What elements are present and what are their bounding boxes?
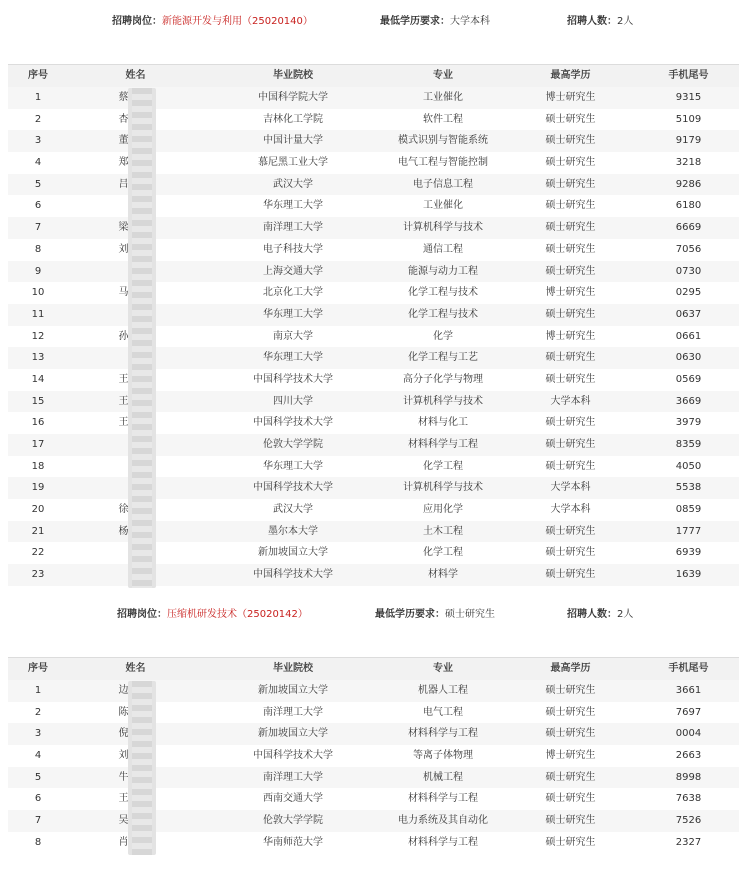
- cell-degree: 大学本科: [550, 504, 591, 516]
- cell-phone: 7697: [675, 706, 702, 718]
- cell-phone: 5538: [675, 482, 702, 494]
- cell-degree: 硕士研究生: [545, 728, 596, 740]
- cell-no: 5: [34, 178, 42, 190]
- cell-phone: 2663: [675, 750, 702, 762]
- cell-no: 20: [31, 504, 45, 516]
- cell-degree: 硕士研究生: [545, 352, 596, 364]
- table-row: [8, 456, 739, 478]
- table-row: [8, 282, 739, 304]
- table-row: [8, 412, 739, 434]
- cell-phone: 5109: [675, 113, 702, 125]
- cell-major: 工业催化: [423, 92, 463, 103]
- cell-no: 21: [31, 525, 45, 537]
- position-info: 招聘岗位：压缩机研发技术（25020142）: [117, 609, 308, 620]
- cell-degree: 硕士研究生: [545, 685, 596, 696]
- candidate-table: [8, 657, 739, 854]
- column-header: 最高学历: [550, 663, 591, 674]
- cell-school: 华东理工大学: [263, 308, 323, 320]
- cell-school: 南洋理工大学: [263, 222, 323, 234]
- cell-school: 华东理工大学: [263, 352, 323, 364]
- cell-degree: 硕士研究生: [545, 569, 596, 581]
- column-header: 专业: [433, 663, 453, 674]
- candidate-name: 倪: [118, 728, 129, 740]
- candidate-name: 肖: [118, 836, 129, 848]
- cell-phone: 7056: [675, 243, 702, 255]
- cell-degree: 硕士研究生: [545, 135, 596, 147]
- cell-school: 南洋理工大学: [263, 706, 323, 718]
- cell-degree: 硕士研究生: [545, 793, 596, 805]
- cell-school: 新加坡国立大学: [258, 728, 328, 740]
- cell-no: 7: [34, 815, 42, 827]
- cell-degree: 硕士研究生: [545, 373, 596, 385]
- table-header: [8, 65, 739, 87]
- table-row: [8, 239, 739, 261]
- cell-no: 1: [34, 92, 42, 103]
- name-redaction: [128, 681, 156, 855]
- table-header: [8, 658, 739, 680]
- column-header: 序号: [28, 663, 48, 674]
- cell-school: 墨尔本大学: [268, 525, 318, 537]
- cell-major: 电气工程: [423, 706, 463, 718]
- column-header: 手机尾号: [668, 663, 709, 674]
- cell-phone: 3669: [675, 395, 702, 407]
- cell-no: 2: [34, 706, 42, 718]
- cell-degree: 硕士研究生: [545, 265, 596, 277]
- candidate-name: 王: [118, 417, 129, 429]
- table-row: [8, 564, 739, 586]
- cell-degree: 硕士研究生: [545, 157, 596, 169]
- cell-major: 材料学: [428, 569, 458, 581]
- position-title: 新能源开发与利用（25020140）: [162, 16, 313, 27]
- table-row: [8, 391, 739, 413]
- table-row: [8, 521, 739, 543]
- column-header: 毕业院校: [273, 663, 313, 674]
- cell-no: 3: [34, 728, 42, 740]
- position-header: [0, 605, 753, 625]
- column-header: 手机尾号: [668, 70, 709, 81]
- table-row: [8, 261, 739, 283]
- table-row: [8, 347, 739, 369]
- table-row: [8, 723, 739, 745]
- column-header: 毕业院校: [273, 70, 313, 81]
- cell-degree: 硕士研究生: [545, 525, 596, 537]
- cell-phone: 6939: [675, 547, 702, 559]
- cell-school: 华南师范大学: [263, 836, 323, 848]
- cell-school: 华东理工大学: [263, 460, 323, 472]
- cell-school: 慕尼黑工业大学: [258, 157, 328, 169]
- cell-phone: 3979: [675, 417, 702, 429]
- cell-school: 南京大学: [273, 330, 313, 342]
- cell-major: 材料科学与工程: [408, 728, 478, 740]
- cell-no: 3: [34, 135, 42, 147]
- cell-phone: 9315: [675, 92, 702, 103]
- cell-no: 4: [34, 157, 42, 169]
- cell-phone: 0661: [675, 330, 702, 342]
- cell-no: 22: [31, 547, 45, 559]
- table-row: [8, 499, 739, 521]
- cell-major: 化学: [433, 330, 453, 342]
- table-row: [8, 832, 739, 854]
- cell-major: 材料与化工: [418, 417, 468, 429]
- cell-school: 中国科学技术大学: [253, 482, 333, 494]
- table-row: [8, 369, 739, 391]
- cell-phone: 0295: [675, 287, 702, 299]
- column-header: 序号: [28, 70, 48, 81]
- table-row: [8, 326, 739, 348]
- candidate-name: 马: [118, 287, 129, 299]
- candidate-name: 刘: [118, 750, 129, 762]
- cell-school: 伦敦大学学院: [263, 439, 323, 450]
- candidate-name: 边: [118, 685, 129, 696]
- cell-major: 材料科学与工程: [408, 836, 478, 848]
- table-row: [8, 767, 739, 789]
- table-row: [8, 680, 739, 702]
- cell-major: 能源与动力工程: [408, 265, 478, 277]
- table-row: [8, 745, 739, 767]
- cell-no: 10: [31, 287, 45, 299]
- cell-phone: 3661: [675, 685, 702, 696]
- table-row: [8, 195, 739, 217]
- cell-no: 23: [31, 569, 45, 581]
- position-info: 招聘岗位：新能源开发与利用（25020140）: [112, 16, 313, 27]
- table-row: [8, 87, 739, 109]
- cell-major: 电力系统及其自动化: [398, 815, 488, 827]
- cell-no: 6: [34, 793, 42, 805]
- cell-no: 12: [31, 330, 45, 342]
- candidate-name: 董: [118, 135, 129, 147]
- education-requirement: 最低学历要求：硕士研究生: [375, 609, 495, 620]
- cell-school: 上海交通大学: [263, 265, 323, 277]
- cell-degree: 硕士研究生: [545, 308, 596, 320]
- cell-major: 化学工程与工艺: [408, 352, 478, 364]
- cell-degree: 硕士研究生: [545, 771, 596, 783]
- hiring-count: 招聘人数：2人: [567, 609, 634, 620]
- cell-degree: 硕士研究生: [545, 460, 596, 472]
- cell-school: 新加坡国立大学: [258, 547, 328, 559]
- cell-phone: 6180: [675, 200, 702, 212]
- cell-phone: 6669: [675, 222, 702, 234]
- cell-degree: 硕士研究生: [545, 417, 596, 429]
- cell-phone: 0630: [675, 352, 702, 364]
- cell-degree: 博士研究生: [545, 287, 596, 299]
- candidate-name: 王: [118, 793, 129, 805]
- cell-school: 电子科技大学: [263, 243, 323, 255]
- cell-phone: 9179: [675, 135, 702, 147]
- column-header: 最高学历: [550, 70, 591, 81]
- cell-school: 伦敦大学学院: [263, 815, 323, 827]
- cell-no: 14: [31, 373, 45, 385]
- cell-phone: 9286: [675, 178, 702, 190]
- cell-major: 计算机科学与技术: [403, 482, 483, 494]
- cell-degree: 硕士研究生: [545, 706, 596, 718]
- candidate-name: 孙: [118, 330, 129, 342]
- table-row: [8, 109, 739, 131]
- cell-school: 中国科学技术大学: [253, 417, 333, 429]
- cell-degree: 硕士研究生: [545, 113, 596, 125]
- cell-degree: 硕士研究生: [545, 222, 596, 234]
- candidate-name: 蔡: [118, 92, 129, 103]
- cell-school: 中国科学技术大学: [253, 569, 333, 581]
- cell-school: 武汉大学: [273, 178, 313, 190]
- cell-phone: 8998: [675, 771, 702, 783]
- cell-no: 7: [34, 222, 42, 234]
- cell-degree: 大学本科: [550, 482, 591, 494]
- cell-major: 通信工程: [423, 243, 463, 255]
- table-row: [8, 174, 739, 196]
- column-header: 专业: [433, 70, 453, 81]
- position-header: [0, 12, 753, 32]
- cell-no: 17: [31, 439, 45, 450]
- cell-major: 计算机科学与技术: [403, 395, 483, 407]
- cell-major: 化学工程与技术: [408, 308, 478, 320]
- candidate-name: 陈: [118, 706, 129, 718]
- cell-school: 武汉大学: [273, 504, 313, 516]
- cell-no: 2: [34, 113, 42, 125]
- cell-phone: 0859: [675, 504, 702, 516]
- cell-phone: 0004: [675, 728, 702, 740]
- cell-degree: 硕士研究生: [545, 815, 596, 827]
- cell-no: 6: [34, 200, 42, 212]
- education-requirement: 最低学历要求：大学本科: [380, 16, 490, 27]
- cell-school: 中国计量大学: [263, 135, 323, 147]
- cell-no: 11: [31, 308, 45, 320]
- cell-no: 18: [31, 460, 45, 472]
- cell-phone: 0569: [675, 373, 702, 385]
- table-row: [8, 788, 739, 810]
- hiring-count: 招聘人数：2人: [567, 16, 634, 27]
- column-header: 姓名: [125, 70, 146, 81]
- cell-degree: 大学本科: [550, 395, 591, 407]
- cell-phone: 1639: [675, 569, 702, 581]
- cell-major: 土木工程: [423, 525, 463, 537]
- candidate-name: 刘: [118, 243, 129, 255]
- cell-major: 化学工程: [423, 460, 463, 472]
- position-title: 压缩机研发技术（25020142）: [167, 609, 308, 620]
- cell-major: 电气工程与智能控制: [398, 157, 488, 169]
- cell-no: 19: [31, 482, 45, 494]
- table-row: [8, 304, 739, 326]
- cell-phone: 8359: [675, 439, 702, 450]
- table-row: [8, 217, 739, 239]
- cell-no: 1: [34, 685, 42, 696]
- cell-major: 化学工程与技术: [408, 287, 478, 299]
- cell-phone: 4050: [675, 460, 702, 472]
- cell-phone: 0730: [675, 265, 702, 277]
- candidate-name: 吕: [118, 178, 129, 190]
- cell-major: 机械工程: [423, 771, 463, 783]
- cell-school: 北京化工大学: [263, 287, 323, 299]
- cell-school: 中国科学技术大学: [253, 373, 333, 385]
- column-header: 姓名: [125, 663, 146, 674]
- cell-no: 8: [34, 243, 42, 255]
- candidate-name: 王: [118, 373, 129, 385]
- cell-no: 15: [31, 395, 45, 407]
- candidate-name: 杨: [118, 525, 129, 537]
- cell-major: 化学工程: [423, 547, 463, 559]
- cell-phone: 1777: [675, 525, 702, 537]
- candidate-name: 牛: [118, 771, 129, 783]
- candidate-name: 杏: [118, 113, 129, 125]
- cell-no: 4: [34, 750, 42, 762]
- cell-major: 计算机科学与技术: [403, 222, 483, 234]
- candidate-name: 徐: [118, 504, 129, 516]
- cell-degree: 硕士研究生: [545, 439, 596, 450]
- cell-degree: 博士研究生: [545, 330, 596, 342]
- cell-major: 机器人工程: [418, 685, 468, 696]
- cell-major: 电子信息工程: [413, 178, 473, 190]
- cell-major: 等离子体物理: [413, 750, 473, 762]
- name-redaction: [128, 88, 156, 588]
- cell-school: 西南交通大学: [263, 793, 323, 805]
- table-row: [8, 130, 739, 152]
- cell-degree: 硕士研究生: [545, 836, 596, 848]
- cell-no: 5: [34, 771, 42, 783]
- cell-major: 材料科学与工程: [408, 439, 478, 450]
- table-row: [8, 542, 739, 564]
- table-row: [8, 434, 739, 456]
- table-row: [8, 810, 739, 832]
- cell-major: 高分子化学与物理: [403, 373, 483, 385]
- cell-degree: 博士研究生: [545, 92, 596, 103]
- cell-school: 四川大学: [273, 395, 313, 407]
- cell-major: 应用化学: [423, 504, 463, 516]
- cell-phone: 2327: [675, 836, 702, 848]
- cell-phone: 7526: [675, 815, 702, 827]
- cell-no: 16: [31, 417, 45, 429]
- cell-school: 中国科学技术大学: [253, 750, 333, 762]
- cell-major: 模式识别与智能系统: [398, 135, 488, 147]
- cell-school: 新加坡国立大学: [258, 685, 328, 696]
- cell-school: 华东理工大学: [263, 200, 323, 212]
- cell-phone: 7638: [675, 793, 702, 805]
- candidate-name: 郑: [118, 157, 129, 169]
- cell-major: 软件工程: [423, 113, 463, 125]
- candidate-table: [8, 64, 739, 586]
- candidate-name: 吴: [118, 815, 129, 827]
- candidate-name: 梁: [118, 222, 129, 234]
- cell-degree: 硕士研究生: [545, 547, 596, 559]
- cell-no: 13: [31, 352, 45, 364]
- cell-degree: 硕士研究生: [545, 200, 596, 212]
- cell-phone: 0637: [675, 308, 702, 320]
- candidate-name: 王: [118, 395, 129, 407]
- cell-no: 8: [34, 836, 42, 848]
- cell-school: 中国科学院大学: [258, 92, 328, 103]
- cell-phone: 3218: [675, 157, 702, 169]
- cell-degree: 博士研究生: [545, 750, 596, 762]
- table-row: [8, 702, 739, 724]
- cell-no: 9: [34, 265, 42, 277]
- cell-school: 吉林化工学院: [263, 113, 323, 125]
- cell-major: 工业催化: [423, 200, 463, 212]
- cell-school: 南洋理工大学: [263, 771, 323, 783]
- table-row: [8, 152, 739, 174]
- cell-degree: 硕士研究生: [545, 243, 596, 255]
- cell-degree: 硕士研究生: [545, 178, 596, 190]
- table-row: [8, 477, 739, 499]
- cell-major: 材料科学与工程: [408, 793, 478, 805]
